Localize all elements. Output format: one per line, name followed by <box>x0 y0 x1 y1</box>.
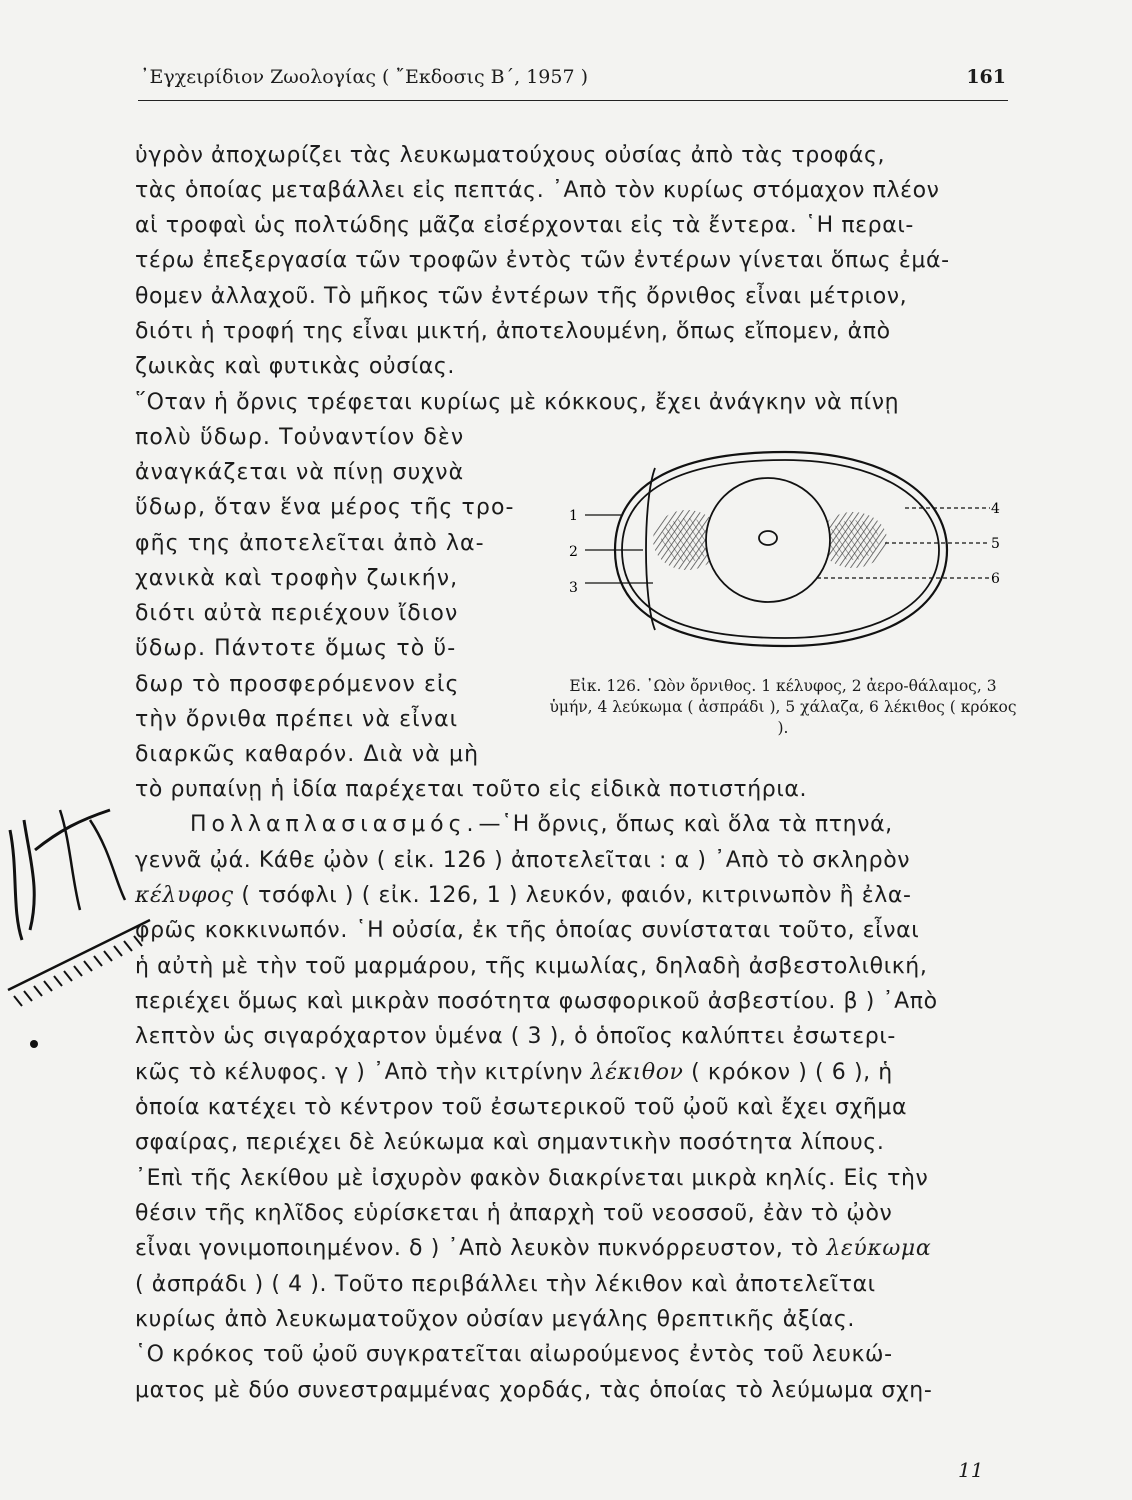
term-albumen: λεύκωμα <box>826 1236 932 1261</box>
text-line: δωρ τὸ προσφερόμενον εἰς <box>135 672 460 697</box>
label-4: 4 <box>991 501 1000 517</box>
section-heading: Πολλαπλασιασμός. <box>190 812 479 837</box>
text-line: αἱ τροφαὶ ὡς πολτώδης μᾶζα εἰσέρχονται εἰς τὰ ἔντερα. ῾Η περαι- <box>135 213 914 238</box>
text-line: ὁποία κατέχει τὸ κέντρον τοῦ ἐσωτερικοῦ τοῦ ᾠοῦ καὶ ἔχει σχῆμα <box>135 1095 908 1120</box>
text-line <box>135 1058 893 1088</box>
text-line: τέρω ἐπεξεργασία τῶν τροφῶν ἐντὸς τῶν ἐντέρων γίνεται ὅπως ἐμά- <box>135 248 950 273</box>
book-title: ᾿Εγχειρίδιον Ζωολογίας ( ῎Εκδοσις Β΄, 1957 ) <box>140 66 589 88</box>
label-3: 3 <box>569 580 578 596</box>
text-line: γεννᾶ ᾠά. Κάθε ᾠὸν ( εἰκ. 126 ) ἀποτελεῖται : α ) ᾿Απὸ τὸ σκληρὸν <box>135 848 911 873</box>
text-line: φῆς της ἀποτελεῖται ἀπὸ λα- <box>135 531 485 556</box>
label-6: 6 <box>991 571 1000 587</box>
text-line: περιέχει ὅμως καὶ μικρὰν ποσότητα φωσφορικοῦ ἀσβεστίου. β ) ᾿Απὸ <box>135 989 938 1014</box>
section-heading-line <box>190 810 893 840</box>
text-line: ὕδωρ, ὅταν ἕνα μέρος τῆς τρο- <box>135 495 515 520</box>
text-line: διαρκῶς καθαρόν. Διὰ νὰ μὴ <box>135 742 480 767</box>
figure-caption: Εἰκ. 126. ᾿Ωὸν ὄρνιθος. 1 κέλυφος, 2 ἀερο-θάλαμος, 3 ὑμήν, 4 λεύκωμα ( ἀσπράδι ), 5 χάλαζα, 6 λέκιθος ( κρόκος ). <box>549 677 1017 737</box>
margin-pen-scribble <box>0 790 160 1060</box>
text-line: ( ἀσπράδι ) ( 4 ). Τοῦτο περιβάλλει τὴν λέκιθον καὶ ἀποτελεῖται <box>135 1272 876 1297</box>
text-line: ᾿Επὶ τῆς λεκίθου μὲ ἰσχυρὸν φακὸν διακρίνεται μικρὰ κηλίς. Εἰς τὴν <box>135 1166 929 1191</box>
label-2: 2 <box>569 544 578 560</box>
text-line: χανικὰ καὶ τροφὴν ζωικήν, <box>135 566 459 591</box>
page-number: 161 <box>966 66 1006 88</box>
chalaza-right-2 <box>827 520 879 560</box>
text-line: διότι αὐτὰ περιέχουν ἴδιον <box>135 601 459 626</box>
text-line <box>135 1234 931 1264</box>
text-line: θομεν ἀλλαχοῦ. Τὸ μῆκος τῶν ἐντέρων τῆς ὄρνιθος εἶναι μέτριον, <box>135 284 908 309</box>
term-shell: κέλυφος <box>135 883 234 908</box>
line-pre: εἶναι γονιμοποιημένον. δ ) ᾿Απὸ λευκὸν πυκνόρρευστον, τὸ <box>135 1236 827 1261</box>
heading-rest: —῾Η ὄρνις, ὅπως καὶ ὅλα τὰ πτηνά, <box>478 812 893 837</box>
text-line: λεπτὸν ὡς σιγαρόχαρτον ὑμένα ( 3 ), ὁ ὁποῖος καλύπτει ἐσωτερι- <box>135 1024 896 1049</box>
text-line: ἀναγκάζεται νὰ πίνῃ συχνὰ <box>135 460 465 485</box>
text-line <box>135 881 912 911</box>
text-line: τὸ ρυπαίνῃ ἡ ἰδία παρέχεται τοῦτο εἰς εἰδικὰ ποτιστήρια. <box>135 777 808 802</box>
text-line: ὑγρὸν ἀποχωρίζει τὰς λευκωματούχους οὐσίας ἀπὸ τὰς τροφάς, <box>135 143 886 168</box>
running-header <box>140 66 1006 96</box>
signature-mark: 11 <box>958 1458 984 1482</box>
text-line: φρῶς κοκκινωπόν. ῾Η οὐσία, ἐκ τῆς ὁποίας συνίσταται τοῦτο, εἶναι <box>135 918 920 943</box>
text-line: ῾Ο κρόκος τοῦ ᾠοῦ συγκρατεῖται αἰωρούμενος ἐντὸς τοῦ λευκώ- <box>135 1342 893 1367</box>
header-rule <box>138 100 1008 101</box>
text-line: θέσιν τῆς κηλῖδος εὑρίσκεται ἡ ἀπαρχὴ τοῦ νεοσσοῦ, ἐὰν τὸ ᾠὸν <box>135 1201 893 1226</box>
yolk <box>706 478 830 602</box>
text-line: ζωικὰς καὶ φυτικὰς οὐσίας. <box>135 354 456 379</box>
text-line: ἡ αὐτὴ μὲ τὴν τοῦ μαρμάρου, τῆς κιμωλίας, δηλαδὴ ἀσβεστολιθική, <box>135 954 928 979</box>
line-pre: κῶς τὸ κέλυφος. γ ) ᾿Απὸ τὴν κιτρίνην <box>135 1060 591 1085</box>
label-5: 5 <box>991 536 1000 552</box>
text-line: ὕδωρ. Πάντοτε ὅμως τὸ ὕ- <box>135 636 457 661</box>
text-line: ματος μὲ δύο συνεστραμμένας χορδάς, τὰς ὁποίας τὸ λεύμωμα σχη- <box>135 1378 933 1403</box>
text-line: τὴν ὄρνιθα πρέπει νὰ εἶναι <box>135 707 459 732</box>
text-line: τὰς ὁποίας μεταβάλλει εἰς πεπτάς. ᾿Απὸ τὸν κυρίως στόμαχον πλέον <box>135 178 940 203</box>
text-line: διότι ἡ τροφή της εἶναι μικτή, ἀποτελουμένη, ὅπως εἴπομεν, ἀπὸ <box>135 319 891 344</box>
line-rest: ( τσόφλι ) ( εἰκ. 126, 1 ) λευκόν, φαιόν, κιτρινωπὸν ἢ ἐλα- <box>233 883 912 908</box>
egg-diagram <box>555 440 1005 660</box>
text-line: ῞Οταν ἡ ὄρνις τρέφεται κυρίως μὲ κόκκους, ἔχει ἀνάγκην νὰ πίνῃ <box>135 390 900 415</box>
text-line: πολὺ ὕδωρ. Τοὐναντίον δὲν <box>135 425 465 450</box>
line-post: ( κρόκον ) ( 6 ), ἡ <box>683 1060 893 1085</box>
label-1: 1 <box>569 508 578 524</box>
term-yolk: λέκιθον <box>590 1060 684 1085</box>
text-line: κυρίως ἀπὸ λευκωματοῦχον οὐσίαν μεγάλης θρεπτικῆς ἀξίας. <box>135 1307 855 1332</box>
text-line: σφαίρας, περιέχει δὲ λεύκωμα καὶ σημαντικὴν ποσότητα λίπους. <box>135 1130 885 1155</box>
